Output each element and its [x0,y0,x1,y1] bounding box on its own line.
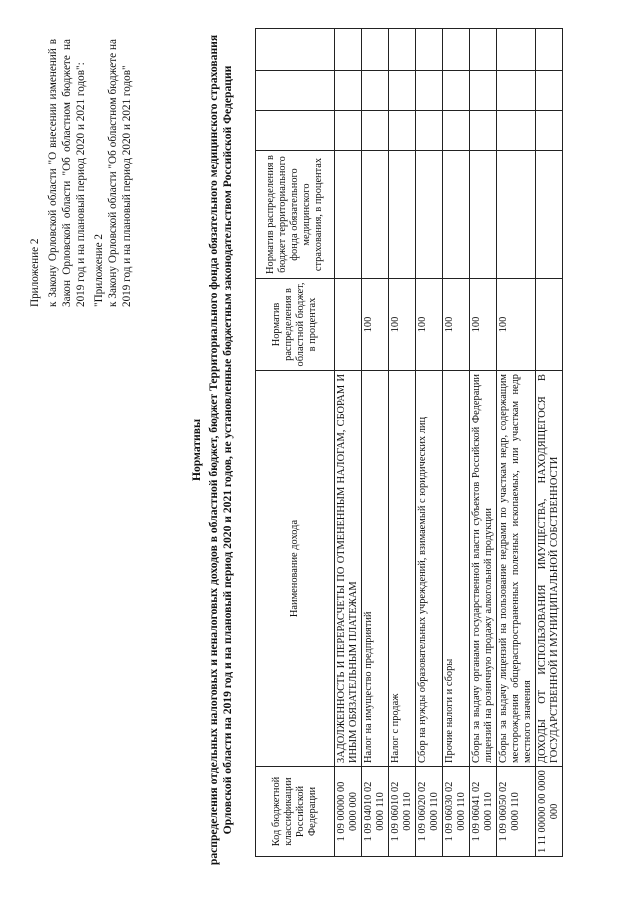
empty-cell [443,29,470,71]
tfoms-cell [335,151,362,279]
regional-cell [536,279,563,371]
appendix-line-1: Приложение 2 [29,238,41,307]
empty-cell [470,111,497,151]
table-row [335,29,362,857]
name-cell: ЗАДОЛЖЕННОСТЬ И ПЕРЕРАСЧЕТЫ ПО ОТМЕНЕННЫМ НАЛОГАМ, СБОРАМ И ИНЫМ ОБЯЗАТЕЛЬНЫМ ПЛАТЕЖАМ [335,371,362,767]
empty-cell [443,71,470,111]
name-cell: Прочие налоги и сборы [443,371,470,767]
empty-cell [362,111,389,151]
table-row [362,29,389,857]
empty-cell [362,29,389,71]
table-row [416,29,443,857]
table-row [443,29,470,857]
code-cell: 1 09 06010 02 0000 110 [389,767,416,857]
tfoms-cell [470,151,497,279]
tfoms-cell [389,151,416,279]
empty-cell [536,111,563,151]
regional-cell: 100 [416,279,443,371]
appendix-line-2: к Закону Орловской области "О внесении изменений в Закон Орловской области "Об областном бюджете на 2019 год и на плановый период 2020 и 2021 годов": [47,39,87,307]
header-name: Наименование дохода [256,371,335,767]
empty-cell [536,29,563,71]
tfoms-cell [497,151,536,279]
heading-text: распределения отдельных налоговых и неналоговых доходов в областной бюджет, бюджет Территориального фонда обязательного медицинского страхования Орловской области на 2019 год и на плановый период 2020 и 2021 годов, не установленные бюджетным законодательством Российской Федерации [206,34,234,866]
empty-cell [389,29,416,71]
empty-cell [497,71,536,111]
empty-cell [335,71,362,111]
table-row [497,29,536,857]
empty-cell [416,111,443,151]
empty-cell [470,29,497,71]
code-cell: 1 09 06041 02 0000 110 [470,767,497,857]
table-row [389,29,416,857]
header-code: Код бюджетной классификации Российской Федерации [256,767,335,857]
empty-cell [470,71,497,111]
name-cell: ДОХОДЫ ОТ ИСПОЛЬЗОВАНИЯ ИМУЩЕСТВА, НАХОДЯЩЕГОСЯ В ГОСУДАРСТВЕННОЙ И МУНИЦИПАЛЬНОЙ СОБСТВЕННОСТИ [536,371,563,767]
appendix-line-3: "Приложение 2 [93,233,105,307]
code-cell: 1 09 06050 02 0000 110 [497,767,536,857]
table-header-row [256,29,335,857]
empty-cell [497,29,536,71]
name-cell: Налог на имущество предприятий [362,371,389,767]
tfoms-cell [416,151,443,279]
code-cell: 1 11 00000 00 0000 000 [536,767,563,857]
tfoms-cell [443,151,470,279]
tfoms-cell [536,151,563,279]
code-cell: 1 09 06020 02 0000 110 [416,767,443,857]
document-heading [190,31,236,869]
regional-cell: 100 [362,279,389,371]
empty-cell [416,71,443,111]
empty-cell [335,111,362,151]
empty-cell [362,71,389,111]
empty-cell [335,29,362,71]
code-cell: 1 09 00000 00 0000 000 [335,767,362,857]
heading-title: Нормативы [190,418,203,482]
code-cell: 1 09 04010 02 0000 110 [362,767,389,857]
table-row [536,29,563,857]
name-cell: Сбор на нужды образовательных учреждений, взимаемый с юридических лиц [416,371,443,767]
regional-cell [335,279,362,371]
header-tfoms-norm: Норматив распределения в бюджет территориального фонда обязательного медицинского страхования, в процентах [256,151,335,279]
regional-cell: 100 [497,279,536,371]
header-empty-1 [256,111,335,151]
empty-cell [389,71,416,111]
name-cell: Сборы за выдачу органами государственной власти субъектов Российской Федерации лицензий на розничную продажу алкогольной продукции [470,371,497,767]
empty-cell [536,71,563,111]
empty-cell [416,29,443,71]
code-cell: 1 09 06030 02 0000 110 [443,767,470,857]
appendix-line-4: к Закону Орловской области "Об областном бюджете на 2019 год и на плановый период 2020 и 2021 годов" [107,39,133,307]
name-cell: Налог с продаж [389,371,416,767]
header-empty-2 [256,71,335,111]
norms-table [255,28,563,857]
header-regional-norm: Норматив распределения в областной бюджет, в процентах [256,279,335,371]
header-empty-3 [256,29,335,71]
empty-cell [389,111,416,151]
tfoms-cell [362,151,389,279]
table-row [470,29,497,857]
name-cell: Сборы за выдачу лицензий на пользование недрами по участкам недр, содержащим месторождения общераспространенных полезных ископаемых, или участкам недр местного значения [497,371,536,767]
regional-cell: 100 [443,279,470,371]
regional-cell: 100 [470,279,497,371]
appendix-block [28,39,138,307]
empty-cell [443,111,470,151]
empty-cell [497,111,536,151]
regional-cell: 100 [389,279,416,371]
